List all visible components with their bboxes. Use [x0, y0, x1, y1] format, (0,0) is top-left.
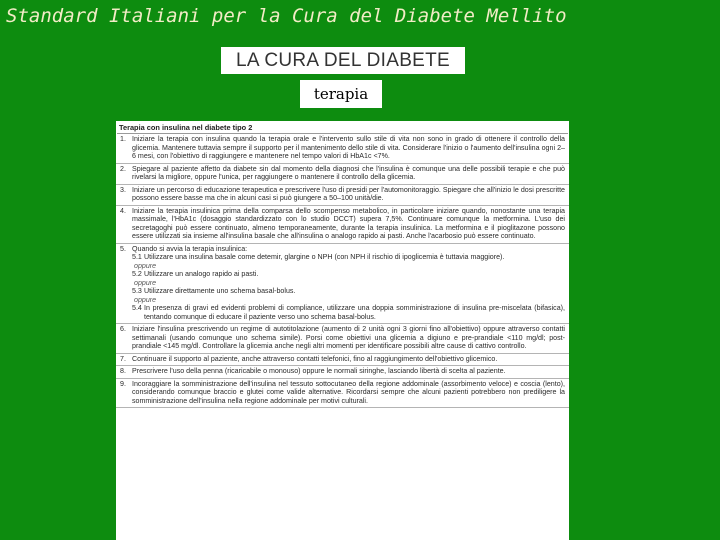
item-number: 6.	[120, 325, 126, 333]
option-separator: oppure	[134, 278, 157, 287]
option-text: Utilizzare una insulina basale come detemir, glargine o NPH (con NPH il rischio di ipoglicemia è tuttavia maggiore).	[144, 253, 505, 261]
item-text: Prescrivere l'uso della penna (ricaricabile o monouso) oppure le normali siringhe, lasciando libertà di scelta al paziente.	[132, 367, 506, 375]
item-number: 4.	[120, 206, 126, 215]
list-item	[116, 379, 569, 409]
list-item	[116, 134, 569, 164]
item-text: Iniziare l'insulina prescrivendo un regime di autotitolazione (aumento di 2 unità ogni 3 giorni fino all'obiettivo) oppure attraverso contatti settimanali (usando comunque uno schema simile). Porsi come obiettivi una glicemia a digiuno e pre-prandiale <110 mg/dl; post-prandiale <145 mg/dl. Controllare la glicemia anche negli altri momenti per identificare possibili altre cause di cattivo controllo.	[132, 325, 565, 350]
option-item	[132, 304, 565, 321]
section-subtitle: terapia	[300, 80, 382, 108]
option-text: Utilizzare un analogo rapido ai pasti.	[144, 270, 259, 278]
slide-title: Standard Italiani per la Cura del Diabete Mellito	[6, 5, 567, 27]
option-text: In presenza di gravi ed evidenti problemi di compliance, utilizzare una doppia somministrazione di insulina pre-miscelata (bifasica), tentando comunque di educare il paziente verso uno schema basal-bolus.	[144, 304, 565, 321]
list-item	[116, 185, 569, 206]
item-text: Incoraggiare la somministrazione dell'insulina nel tessuto sottocutaneo della regione addominale (assorbimento veloce) e coscia (lento), considerando comunque braccio e glutei come valide alternative. Ricordarsi sempre che alcuni pazienti potrebbero non prediligere la somministrazione dell'insulina nella regione addominale per motivi culturali.	[132, 379, 565, 405]
list-item	[116, 324, 569, 354]
option-number: 5.4	[132, 304, 142, 312]
banner-title: LA CURA DEL DIABETE	[221, 47, 465, 74]
item-number: 9.	[120, 379, 126, 388]
option-separator: oppure	[134, 261, 157, 270]
item-number: 3.	[120, 185, 126, 194]
guideline-document	[116, 121, 569, 540]
list-item	[116, 366, 569, 379]
option-number: 5.2	[132, 270, 142, 278]
item-text: Quando si avvia la terapia insulinica:	[132, 244, 248, 253]
item-text: Continuare il supporto al paziente, anche attraverso contatti telefonici, fino al raggiungimento dell'obiettivo glicemico.	[132, 354, 498, 363]
option-item	[132, 270, 565, 279]
item-text: Spiegare al paziente affetto da diabete sin dal momento della diagnosi che l'insulina è comunque una delle possibili terapie e che può rivelarsi la migliore, oppure l'unica, per raggiungere o mantenere il controllo della glicemia.	[132, 164, 565, 181]
option-number: 5.3	[132, 287, 142, 295]
option-item	[132, 287, 565, 296]
option-item	[132, 253, 565, 262]
item-number: 7.	[120, 354, 126, 363]
item-number: 1.	[120, 135, 126, 143]
option-separator: oppure	[134, 295, 157, 304]
list-item-options	[116, 244, 569, 325]
option-number: 5.1	[132, 253, 142, 261]
list-item	[116, 164, 569, 185]
list-item	[116, 354, 569, 367]
document-heading: Terapia con insulina nel diabete tipo 2	[117, 122, 568, 134]
item-text: Iniziare la terapia con insulina quando la terapia orale e l'intervento sullo stile di vita non sono in grado di ottenere il controllo della glicemia. Mantenere tuttavia sempre il supporto per il mantenimento dello stile di vita. Considerare l'inizio o l'aumento dell'insulina ogni 2–6 mesi, con l'obiettivo di raggiungere e mantenere nel tempo valori di HbA1c <7%.	[132, 135, 565, 160]
item-number: 8.	[120, 367, 126, 375]
option-text: Utilizzare direttamente uno schema basal-bolus.	[144, 287, 296, 295]
item-text: Iniziare la terapia insulinica prima della comparsa dello scompenso metabolico, in particolare iniziare quando, nonostante una terapia massimale, l'HbA1c (dosaggio standardizzato con lo studio DCCT) supera 7,5%. Continuare comunque la metformina. L'uso dei secretagoghi può essere continuato, almeno temporaneamente, durante la terapia insulinica. La metformina e il pioglitazone possono essere utilizzati sia insieme all'insulina basale che all'insulina o analogo rapido ai pasti. Anche l'acarbosio può essere continuato.	[132, 206, 565, 240]
item-text: Iniziare un percorso di educazione terapeutica e prescrivere l'uso di presidi per l'automonitoraggio. Spiegare che all'inizio le dosi prescritte possono essere basse ma che in alcuni casi si può giungere a 50–100 unità/die.	[132, 185, 565, 202]
item-number: 5.	[120, 244, 126, 253]
item-number: 2.	[120, 164, 126, 173]
list-item	[116, 206, 569, 244]
